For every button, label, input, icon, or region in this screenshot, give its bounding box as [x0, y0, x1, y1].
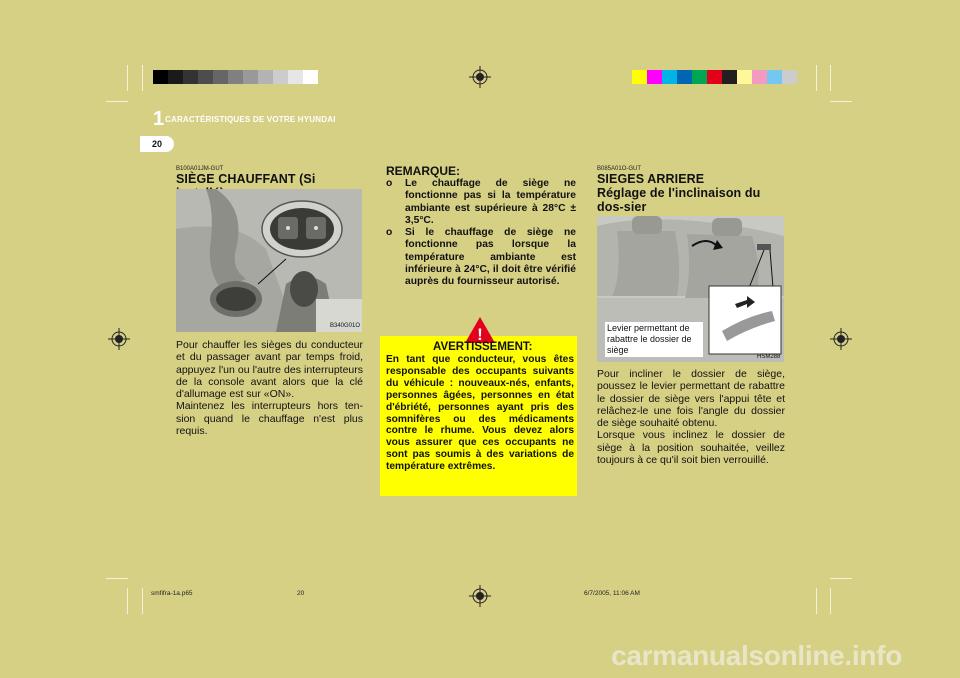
calibration-swatch	[168, 70, 183, 84]
footer-file-name: smfifra-1a.p65	[151, 590, 193, 597]
section-title-rear-seats	[597, 172, 787, 214]
calibration-swatch	[782, 70, 797, 84]
registration-target-icon	[469, 66, 491, 88]
calibration-swatch	[153, 70, 168, 84]
rear-seats-text	[597, 368, 785, 466]
rear-seats-title-line-1: SIEGES ARRIERE	[597, 172, 705, 186]
calibration-swatch	[632, 70, 647, 84]
warning-text: En tant que conducteur, vous êtes responsable des occupants suivants du véhicule : nouveaux-nés, enfants, personnes âgées, personnes en état d'ébriété, personnes ayant pris des somnifères ou des médicaments contre le rhume. Vous devez alors vous assurer que ces occupants ne sont pas soumis à des variations de température extrêmes.	[386, 354, 574, 473]
crop-mark	[127, 588, 128, 614]
section-code: B100A01JM-GUT	[176, 166, 224, 172]
calibration-swatch	[662, 70, 677, 84]
image-code: B340G01O	[330, 323, 361, 329]
chapter-number: 1	[153, 108, 165, 130]
section-code: B085A01O-GUT	[597, 166, 642, 172]
crop-mark	[816, 588, 817, 614]
image-caption-lever: Levier permettant de rabattre le dossier de siège	[605, 322, 703, 357]
remark-item-text: Si le chauffage de siège ne fonctionne pas lorsque la température ambiante est inférieure à 24°C, il doit être vérifié auprès du fournisseur autorisé.	[405, 227, 576, 288]
rear-seats-title-line-2: Réglage de l'inclinaison du dos-sier	[597, 186, 761, 214]
remark-title: REMARQUE:	[386, 164, 460, 178]
calibration-swatch	[288, 70, 303, 84]
calibration-swatch	[722, 70, 737, 84]
heated-seat-text	[176, 339, 363, 437]
crop-mark	[127, 65, 128, 91]
remark-bullet: o	[386, 178, 393, 189]
page-number: 20	[152, 139, 163, 149]
calibration-swatch	[707, 70, 722, 84]
remark-item	[386, 178, 576, 227]
footer-page-number: 20	[297, 590, 305, 597]
calibration-swatch	[183, 70, 198, 84]
crop-mark	[830, 65, 831, 91]
warning-symbol: !	[477, 325, 483, 344]
crop-mark	[830, 578, 852, 579]
image-code: HSM288	[757, 354, 781, 360]
crop-mark	[106, 101, 128, 102]
registration-target-icon	[830, 328, 852, 350]
remark-bullet: o	[386, 227, 393, 239]
remark-list	[386, 178, 576, 289]
rear-seats-paragraph-1: Pour incliner le dossier de siège, poussez le levier permettant de rabattre le dossier de siège vers l'appui tête et relâchez-le une fois l'angle du dossier de siège souhaité obtenu.	[597, 368, 785, 430]
calibration-swatch	[692, 70, 707, 84]
grayscale-calibration-strip	[153, 70, 318, 84]
crop-mark	[142, 588, 143, 614]
registration-target-icon	[108, 328, 130, 350]
chapter-title: CARACTÉRISTIQUES DE VOTRE HYUNDAI	[165, 115, 336, 124]
calibration-swatch	[243, 70, 258, 84]
crop-mark	[830, 588, 831, 614]
heated-seat-paragraph-2: Maintenez les interrupteurs hors ten-sion quand le chauffage n'est plus requis.	[176, 400, 363, 438]
footer-date: 6/7/2005, 11:06 AM	[584, 590, 640, 597]
calibration-swatch	[228, 70, 243, 84]
crop-mark	[816, 65, 817, 91]
calibration-swatch	[258, 70, 273, 84]
crop-mark	[106, 578, 128, 579]
calibration-swatch	[647, 70, 662, 84]
crop-mark	[142, 65, 143, 91]
calibration-swatch	[677, 70, 692, 84]
calibration-swatch	[767, 70, 782, 84]
rear-seats-paragraph-2: Lorsque vous inclinez le dossier de siège à la position souhaitée, veillez toujours à ce qu'il soit bien verrouillé.	[597, 429, 785, 467]
heated-seat-paragraph-1: Pour chauffer les sièges du conducteur et du passager avant par temps froid, appuyez l'un ou l'autre des interrupteurs de la console avant alors que la clé d'allumage est sur «ON».	[176, 339, 363, 401]
crop-mark	[830, 101, 852, 102]
registration-target-icon	[469, 585, 491, 607]
color-calibration-strip	[632, 70, 797, 84]
calibration-swatch	[752, 70, 767, 84]
calibration-swatch	[198, 70, 213, 84]
calibration-swatch	[213, 70, 228, 84]
heated-seat-switch-illustration	[176, 189, 362, 332]
calibration-swatch	[737, 70, 752, 84]
watermark: carmanualsonline.info	[611, 640, 902, 671]
calibration-swatch	[273, 70, 288, 84]
remark-item	[386, 227, 576, 288]
calibration-swatch	[303, 70, 318, 84]
warning-title: AVERTISSEMENT:	[433, 341, 533, 353]
warning-triangle-icon	[464, 316, 496, 344]
remark-item-text: Le chauffage de siège ne fonctionne pas si la température ambiante est supérieure à 28°C ± 3,5°C.	[405, 178, 576, 226]
section-title-heated-seat: SIÈGE CHAUFFANT (Si	[176, 172, 316, 186]
